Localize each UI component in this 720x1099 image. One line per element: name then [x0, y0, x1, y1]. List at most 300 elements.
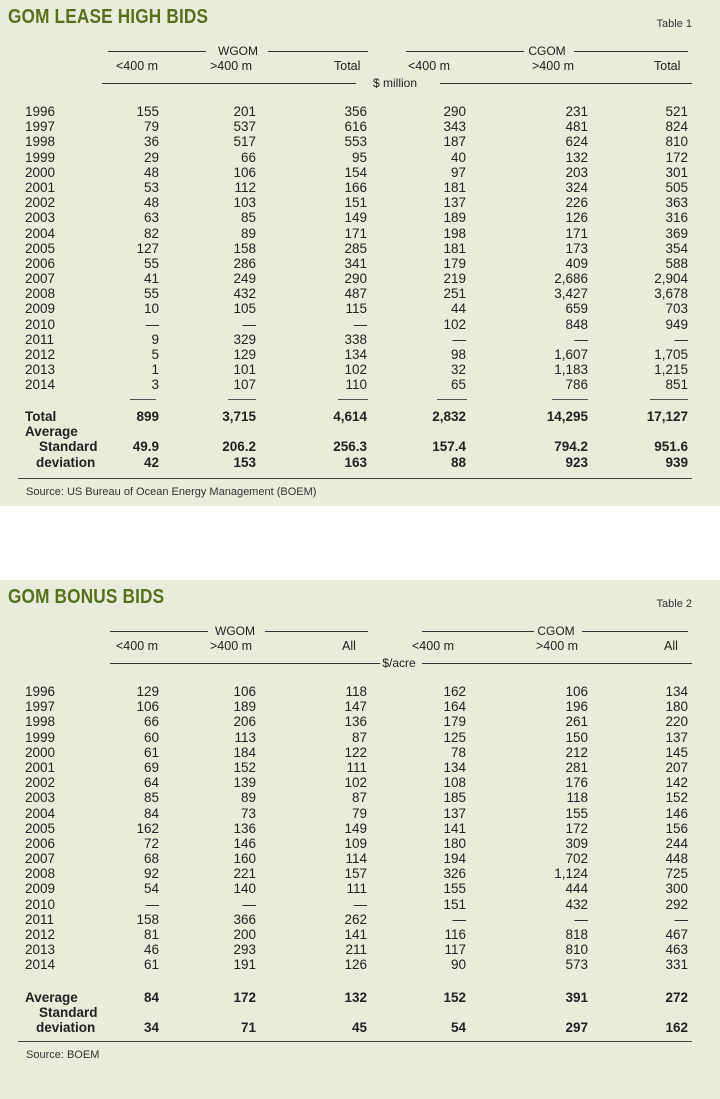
cell: 292: [665, 896, 688, 912]
cell: 53: [143, 179, 159, 195]
table-row: [0, 271, 720, 286]
cell: 149: [344, 820, 367, 836]
cell: 158: [233, 240, 256, 256]
cell: 261: [565, 714, 588, 730]
cell: 111: [346, 881, 367, 897]
cell: 162: [665, 1020, 688, 1036]
average-row: [0, 439, 720, 454]
cell: 106: [136, 699, 159, 715]
cell: 134: [344, 347, 367, 362]
cell: 194: [443, 851, 466, 867]
cell: 187: [443, 134, 466, 150]
cell: 181: [443, 179, 466, 195]
cell: 172: [233, 990, 256, 1005]
cell: 939: [665, 454, 688, 470]
cell: 189: [233, 699, 256, 715]
cell: 106: [565, 684, 588, 699]
table-row: [0, 150, 720, 165]
table-row: [0, 714, 720, 729]
cell: 150: [565, 729, 588, 745]
cell: 115: [345, 301, 367, 317]
cell: 79: [143, 119, 159, 135]
year-cell: 2006: [25, 255, 56, 271]
cell: 3: [151, 377, 159, 393]
table-2-label: Table 2: [656, 598, 692, 610]
year-cell: 2004: [25, 805, 56, 821]
cell: 171: [565, 225, 588, 241]
table-row: [0, 881, 720, 896]
stdev-row: [0, 1020, 720, 1035]
cell: —: [574, 911, 588, 927]
cell: 432: [233, 286, 256, 302]
cell: 65: [450, 377, 466, 393]
cell: 157.4: [432, 439, 466, 455]
cell: 3,678: [654, 286, 688, 302]
cell: 147: [344, 699, 367, 715]
year-cell: 2013: [25, 362, 56, 378]
year-cell: 2008: [25, 286, 56, 302]
table-row: [0, 730, 720, 745]
cell: 185: [443, 790, 466, 806]
cell: 517: [233, 134, 256, 150]
cell: 285: [344, 240, 367, 256]
table-row: [0, 866, 720, 881]
cell: 2,832: [432, 409, 466, 424]
cell: 463: [665, 942, 688, 958]
cell: 60: [143, 729, 159, 745]
cell: 125: [443, 729, 466, 745]
year-cell: 2013: [25, 942, 56, 958]
year-cell: 2002: [25, 195, 56, 211]
cell: 467: [665, 927, 688, 942]
cell: 181: [443, 240, 466, 256]
cell: —: [452, 331, 466, 347]
cell: 272: [665, 990, 688, 1005]
cell: 61: [143, 957, 159, 973]
cell: 49.9: [132, 439, 159, 455]
cell: 262: [344, 911, 367, 927]
cell: 316: [665, 210, 688, 226]
cell: 155: [565, 805, 588, 821]
cell: 153: [233, 454, 256, 470]
table-1-label: Table 1: [656, 18, 692, 30]
cell: 786: [565, 377, 588, 393]
row-label: Standard: [39, 1005, 98, 1021]
cell: 2,686: [554, 271, 588, 287]
cell: 206: [233, 714, 256, 730]
cell: —: [574, 331, 588, 347]
cell: 703: [665, 301, 688, 317]
cell: 588: [665, 255, 688, 271]
cell: 184: [233, 744, 256, 760]
cell: 899: [136, 409, 159, 424]
cell: 68: [143, 851, 159, 867]
row-label: Standard: [39, 439, 98, 455]
cell: 45: [351, 1020, 367, 1036]
year-cell: 1998: [25, 714, 56, 730]
table-row: [0, 851, 720, 866]
col-header: <400 m: [408, 59, 451, 73]
cell: 244: [665, 835, 688, 851]
cell: 141: [443, 820, 466, 836]
cell: 101: [233, 362, 256, 378]
cell: 172: [665, 149, 688, 165]
cell: 72: [143, 835, 159, 851]
cell: 87: [351, 729, 367, 745]
cell: 55: [143, 255, 159, 271]
cell: 851: [665, 377, 688, 393]
row-label: Average: [25, 424, 78, 440]
cell: 172: [565, 820, 588, 836]
cell: 48: [143, 164, 159, 180]
cell: 487: [344, 286, 367, 302]
cell: 66: [240, 149, 256, 165]
cell: 66: [143, 714, 159, 730]
cell: 281: [565, 759, 588, 775]
table-row: [0, 836, 720, 851]
cgom-group-header: [406, 44, 688, 58]
cell: —: [242, 316, 256, 332]
cell: 98: [450, 347, 466, 362]
cell: 14,295: [546, 409, 588, 424]
table-2-title: GOM BONUS BIDS: [8, 586, 165, 608]
cell: 63: [143, 210, 159, 226]
cell: —: [145, 896, 159, 912]
cell: 553: [344, 134, 367, 150]
year-cell: 1996: [25, 684, 56, 699]
cell: 136: [233, 820, 256, 836]
average-label-row: [0, 424, 720, 439]
cell: 84: [143, 990, 159, 1005]
cell: 105: [233, 301, 256, 317]
cell: 136: [344, 714, 367, 730]
cell: 1,215: [654, 362, 688, 378]
cell: 132: [565, 149, 588, 165]
cell: 129: [233, 347, 256, 362]
cell: 409: [565, 255, 588, 271]
cell: —: [353, 316, 367, 332]
cell: 293: [233, 942, 256, 958]
table-row: [0, 362, 720, 377]
cell: 448: [665, 851, 688, 867]
year-cell: 2000: [25, 164, 56, 180]
cell: 329: [233, 331, 256, 347]
table-row: [0, 927, 720, 942]
cell: 126: [565, 210, 588, 226]
unit-row: [102, 76, 692, 90]
table-2-source: Source: BOEM: [26, 1049, 100, 1061]
row-label: deviation: [36, 1020, 96, 1036]
cell: 848: [565, 316, 588, 332]
table-row: [0, 180, 720, 195]
col-header: >400 m: [536, 639, 579, 653]
cell: 157: [344, 866, 367, 882]
col-header: <400 m: [116, 639, 159, 653]
cell: 481: [565, 119, 588, 135]
cell: 69: [143, 759, 159, 775]
year-cell: 2004: [25, 225, 56, 241]
cell: 116: [444, 927, 466, 942]
cell: 137: [443, 195, 466, 211]
cell: 923: [565, 454, 588, 470]
cgom-group-header: [422, 624, 688, 638]
stdev-label-row: [0, 1005, 720, 1020]
table-row: [0, 377, 720, 392]
table-row: [0, 317, 720, 332]
cell: 391: [565, 990, 588, 1005]
table-row: [0, 806, 720, 821]
cell: 151: [443, 896, 466, 912]
cell: 127: [136, 240, 159, 256]
cell: 155: [443, 881, 466, 897]
cell: 112: [234, 179, 256, 195]
cell: 1,607: [554, 347, 588, 362]
cell: 3,715: [222, 409, 256, 424]
cell: 151: [344, 195, 367, 211]
cell: 179: [443, 255, 466, 271]
cell: 297: [565, 1020, 588, 1036]
cell: 326: [443, 866, 466, 882]
cell: 211: [345, 942, 367, 958]
cell: —: [145, 316, 159, 332]
col-header: All: [342, 639, 356, 653]
cell: 146: [665, 805, 688, 821]
cell: 341: [344, 255, 367, 271]
cell: 191: [233, 957, 256, 973]
cell: 145: [665, 744, 688, 760]
cell: 343: [443, 119, 466, 135]
cell: 249: [233, 271, 256, 287]
col-header: >400 m: [532, 59, 575, 73]
cell: 212: [565, 744, 588, 760]
table-row: [0, 897, 720, 912]
cell: 126: [344, 957, 367, 973]
cell: 92: [143, 866, 159, 882]
cell: 198: [443, 225, 466, 241]
year-cell: 2011: [25, 911, 55, 927]
cell: 129: [136, 684, 159, 699]
col-header: <400 m: [116, 59, 159, 73]
wgom-label: WGOM: [215, 624, 255, 638]
year-cell: 2005: [25, 240, 56, 256]
table-row: [0, 195, 720, 210]
year-cell: 1997: [25, 699, 56, 715]
cgom-label: CGOM: [537, 624, 575, 638]
cell: 290: [443, 104, 466, 119]
year-cell: 2012: [25, 347, 56, 362]
cell: 300: [665, 881, 688, 897]
cell: 301: [665, 164, 688, 180]
year-cell: 2012: [25, 927, 56, 942]
year-cell: 1996: [25, 104, 56, 119]
cell: 97: [450, 164, 466, 180]
cell: 118: [566, 790, 588, 806]
cell: 200: [233, 927, 256, 942]
cell: 1,183: [554, 362, 588, 378]
cell: 794.2: [554, 439, 588, 455]
cell: 290: [344, 271, 367, 287]
cell: 5: [151, 347, 159, 362]
col-header: >400 m: [210, 639, 253, 653]
cell: 10: [143, 301, 159, 317]
cell: 810: [565, 942, 588, 958]
cell: 356: [344, 104, 367, 119]
col-header: Total: [334, 59, 361, 73]
year-cell: 2001: [25, 759, 56, 775]
cell: 309: [565, 835, 588, 851]
cell: 163: [344, 454, 367, 470]
cell: 36: [143, 134, 159, 150]
cell: 141: [344, 927, 367, 942]
cell: 118: [345, 684, 367, 699]
table-row: [0, 104, 720, 119]
cell: —: [674, 911, 688, 927]
year-cell: 1999: [25, 729, 56, 745]
cell: 152: [665, 790, 688, 806]
wgom-group-header: [110, 624, 368, 638]
cell: 231: [565, 104, 588, 119]
cell: 537: [233, 119, 256, 135]
cell: 162: [136, 820, 159, 836]
table-row: [0, 332, 720, 347]
cell: 88: [450, 454, 466, 470]
table-row: [0, 286, 720, 301]
cell: 82: [143, 225, 159, 241]
col-header: <400 m: [412, 639, 455, 653]
table-1-panel: [0, 0, 720, 506]
cell: 338: [344, 331, 367, 347]
cell: 102: [443, 316, 466, 332]
col-header: >400 m: [210, 59, 253, 73]
cell: 251: [443, 286, 466, 302]
cgom-label: CGOM: [528, 44, 566, 58]
cell: 951.6: [654, 439, 688, 455]
table-row: [0, 699, 720, 714]
year-cell: 2003: [25, 790, 56, 806]
cell: 156: [665, 820, 688, 836]
table-row: [0, 241, 720, 256]
cell: 256.3: [333, 439, 367, 455]
cell: —: [242, 896, 256, 912]
cell: 73: [240, 805, 256, 821]
cell: 2,904: [654, 271, 688, 287]
year-cell: 2008: [25, 866, 56, 882]
cell: 162: [443, 684, 466, 699]
cell: 179: [443, 714, 466, 730]
year-cell: 2014: [25, 957, 56, 973]
cell: 106: [233, 164, 256, 180]
cell: 139: [233, 775, 256, 791]
cell: —: [674, 331, 688, 347]
cell: 149: [344, 210, 367, 226]
table-row: [0, 119, 720, 134]
cell: 810: [665, 134, 688, 150]
cell: 1,124: [554, 866, 588, 882]
cell: 616: [344, 119, 367, 135]
cell: 81: [143, 927, 159, 942]
cell: 113: [234, 729, 256, 745]
cell: 369: [665, 225, 688, 241]
cell: 54: [450, 1020, 466, 1036]
cell: 521: [665, 104, 688, 119]
cell: 226: [565, 195, 588, 211]
cell: 624: [565, 134, 588, 150]
row-label: Average: [25, 990, 78, 1005]
cell: 160: [233, 851, 256, 867]
cell: 102: [344, 362, 367, 378]
cell: 85: [143, 790, 159, 806]
cell: 102: [344, 775, 367, 791]
cell: 107: [233, 377, 256, 393]
row-label: deviation: [36, 454, 96, 470]
year-cell: 2002: [25, 775, 56, 791]
cell: 89: [240, 225, 256, 241]
col-header: All: [664, 639, 678, 653]
cell: 154: [344, 164, 367, 180]
year-cell: 2010: [25, 316, 56, 332]
row-label: Total: [25, 409, 57, 424]
cell: 71: [240, 1020, 256, 1036]
cell: 32: [450, 362, 466, 378]
table-1-title: GOM LEASE HIGH BIDS: [8, 6, 209, 28]
cell: 95: [351, 149, 367, 165]
cell: 34: [143, 1020, 159, 1036]
cell: 106: [233, 684, 256, 699]
year-cell: 2010: [25, 896, 56, 912]
year-cell: 2006: [25, 835, 56, 851]
cell: 55: [143, 286, 159, 302]
cell: 108: [443, 775, 466, 791]
table-row: [0, 301, 720, 316]
table-2-summary: [0, 990, 720, 1036]
wgom-group-header: [108, 44, 368, 58]
cell: 3,427: [554, 286, 588, 302]
year-cell: 2014: [25, 377, 56, 393]
cell: 725: [665, 866, 688, 882]
cell: 117: [444, 942, 466, 958]
cell: 79: [351, 805, 367, 821]
cell: 221: [233, 866, 256, 882]
cell: 1,705: [654, 347, 688, 362]
cell: 573: [565, 957, 588, 973]
cell: 137: [443, 805, 466, 821]
cell: 54: [143, 881, 159, 897]
cell: 180: [443, 835, 466, 851]
cell: 41: [143, 271, 159, 287]
year-cell: 1998: [25, 134, 56, 150]
cell: 111: [346, 759, 367, 775]
cell: 180: [665, 699, 688, 715]
unit-label: $ million: [372, 76, 418, 90]
cell: 48: [143, 195, 159, 211]
table-1-source: Source: US Bureau of Ocean Energy Management (BOEM): [26, 486, 317, 498]
table-row: [0, 165, 720, 180]
table-row: [0, 226, 720, 241]
cell: 64: [143, 775, 159, 791]
wgom-label: WGOM: [218, 44, 258, 58]
table-row: [0, 957, 720, 972]
cell: 220: [665, 714, 688, 730]
cell: 203: [565, 164, 588, 180]
cell: 61: [143, 744, 159, 760]
table-row: [0, 134, 720, 149]
table-1-summary: [0, 409, 720, 470]
cell: 134: [665, 684, 688, 699]
cell: 122: [344, 744, 367, 760]
cell: 46: [143, 942, 159, 958]
table-row: [0, 684, 720, 699]
cell: 173: [565, 240, 588, 256]
